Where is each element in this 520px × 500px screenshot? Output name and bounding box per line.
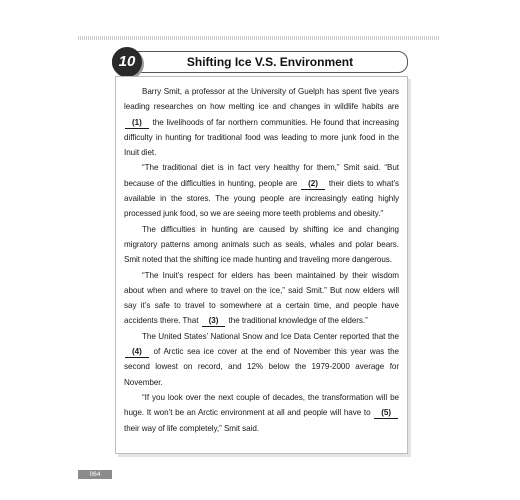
paragraph-6-text-b: their way of life completely,” Smit said. xyxy=(124,423,259,433)
paragraph-3: The difficulties in hunting are caused by shifting ice and changing migratory patterns among animals such as seals, whales and polar bears. Smit noted that the shifting ice made hunting and traveling more dangerous. xyxy=(124,224,399,265)
blank-1: (1) xyxy=(125,118,149,129)
page-number: 064 xyxy=(78,470,112,479)
paragraph-6-text-a: “If you look over the next couple of decades, the transformation will be huge. It won’t be an Arctic environment at all and people will have to xyxy=(124,392,399,418)
paragraph-2-text-a: “The traditional diet is in fact very healthy for them,” Smit said. “But because of the difficulties in hunting, people are xyxy=(124,163,399,188)
paragraph-1-text-a: Barry Smit, a professor at the University of Guelph has spent five years leading researches on how melting ice and changes in wildlife habits are xyxy=(124,87,399,112)
blank-3: (3) xyxy=(202,316,226,327)
lesson-number-badge: 10 xyxy=(112,47,142,77)
paragraph-1-text-b: the livelihoods of far northern communities. He found that increasing difficulty in hunting for traditional food was leading to more junk food in the Inuit diet. xyxy=(124,117,399,158)
paragraph-5 xyxy=(124,329,399,390)
paragraph-2 xyxy=(124,160,399,221)
paragraph-2-text-b: their diets to what’s available in the stores. The young people are increasingly eating highly processed junk food, so we are seeing more teeth problems and obesity.” xyxy=(124,178,399,219)
reading-passage xyxy=(115,76,408,454)
blank-5: (5) xyxy=(374,408,398,419)
page-title: Shifting Ice V.S. Environment xyxy=(186,55,354,69)
paragraph-6 xyxy=(124,390,399,436)
paragraph-4-text-b: the traditional knowledge of the elders.” xyxy=(228,316,368,326)
blank-2: (2) xyxy=(301,179,325,190)
paragraph-4-text-a: “The Inuit’s respect for elders has been maintained by their wisdom about when and where to travel on the ice,” said Smit.” But now elders will say it’s safe to travel to somewhere at a certain time, and people have accidents there. That xyxy=(124,270,399,326)
paragraph-5-text-b: of Arctic sea ice cover at the end of November this year was the second lowest on record, and 12% below the 1979-2000 average for November. xyxy=(124,347,399,387)
paragraph-4 xyxy=(124,268,399,329)
paragraph-5-text-a: The United States’ National Snow and Ice Data Center reported that the xyxy=(142,331,399,341)
paragraph-1 xyxy=(124,84,399,160)
header-dotted-rule xyxy=(78,36,440,40)
blank-4: (4) xyxy=(125,347,149,358)
